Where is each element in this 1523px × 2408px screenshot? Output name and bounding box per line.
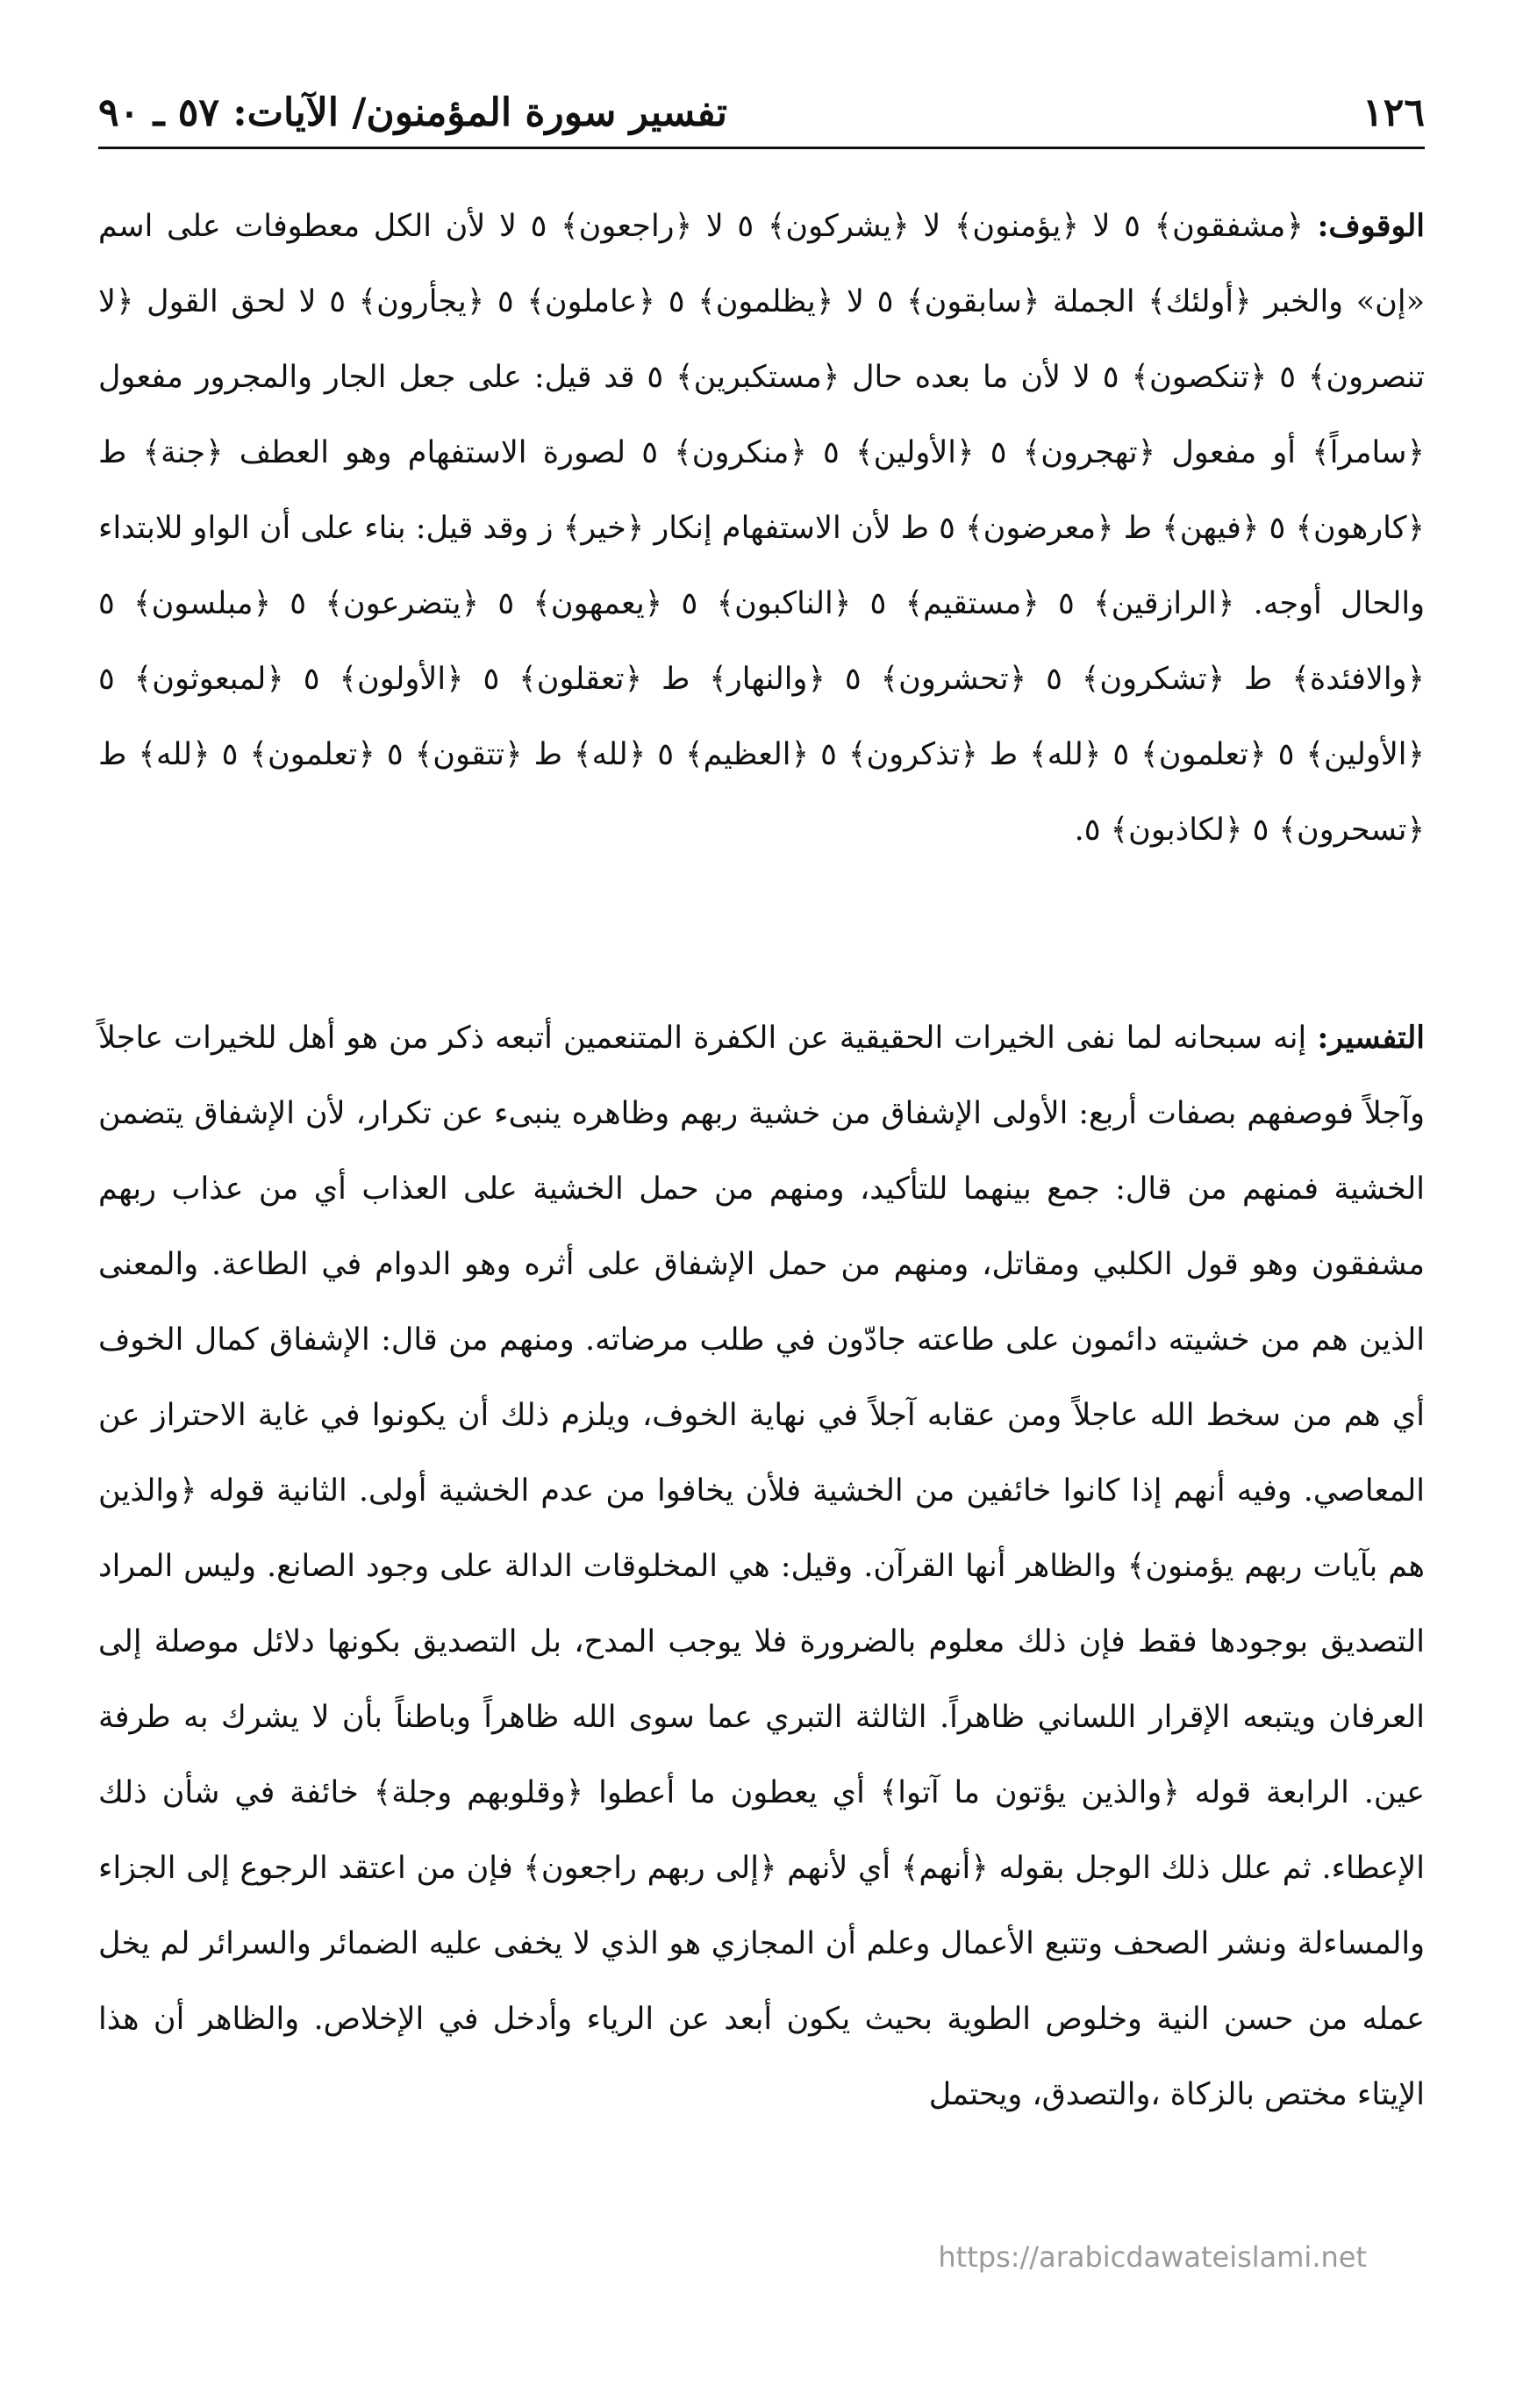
header-rule	[98, 147, 1425, 149]
waqf-section	[98, 189, 1425, 868]
page-header	[98, 83, 1425, 154]
watermark-url: https://arabicdawateislami.net	[938, 2240, 1367, 2274]
tafsir-label: التفسير:	[1317, 1020, 1425, 1056]
tafsir-text: إنه سبحانه لما نفى الخيرات الحقيقية عن الكفرة المتنعمين أتبعه ذكر من هو أهل للخيرات عاجلاً وآجلاً فوصفهم بصفات أربع: الأولى الإشفاق من خشية ربهم وظاهره ينبىء عن تكرار، لأن الإشفاق يتضمن الخشية فمنهم من قال: جمع بينهما للتأكيد، ومنهم من حمل الخشية على العذاب أي من عذاب ربهم مشفقون وهو قول الكلبي ومقاتل، ومنهم من حمل الإشفاق على أثره وهو الدوام في الطاعة. والمعنى الذين هم من خشيته دائمون على طاعته جادّون في طلب مرضاته. ومنهم من قال: الإشفاق كمال الخوف أي هم من سخط الله عاجلاً ومن عقابه آجلاً في نهاية الخوف، ويلزم ذلك أن يكونوا في غاية الاحتراز عن المعاصي. وفيه أنهم إذا كانوا خائفين من الخشية فلأن يخافوا من عدم الخشية أولى. الثانية قوله ﴿والذين هم بآيات ربهم يؤمنون﴾ والظاهر أنها القرآن. وقيل: هي المخلوقات الدالة على وجود الصانع. وليس المراد التصديق بوجودها فقط فإن ذلك معلوم بالضرورة فلا يوجب المدح، بل التصديق بكونها دلائل موصلة إلى العرفان ويتبعه الإقرار اللساني ظاهراً. الثالثة التبري عما سوى الله ظاهراً وباطناً بأن لا يشرك به طرفة عين. الرابعة قوله ﴿والذين يؤتون ما آتوا﴾ أي يعطون ما أعطوا ﴿وقلوبهم وجلة﴾ خائفة في شأن ذلك الإعطاء. ثم علل ذلك الوجل بقوله ﴿أنهم﴾ أي لأنهم ﴿إلى ربهم راجعون﴾ فإن من اعتقد الرجوع إلى الجزاء والمساءلة ونشر الصحف وتتبع الأعمال وعلم أن المجازي هو الذي لا يخفى عليه الضمائر والسرائر لم يخل عمله من حسن النية وخلوص الطوية بحيث يكون أبعد عن الرياء وأدخل في الإخلاص. والظاهر أن هذا الإيتاء مختص بالزكاة ،والتصدق، ويحتمل	[98, 1021, 1426, 2112]
tafsir-section	[98, 1000, 1425, 2132]
running-head: تفسير سورة المؤمنون/ الآيات: ٥٧ ـ ٩٠	[98, 90, 727, 135]
waqf-label: الوقوف:	[1317, 208, 1425, 244]
waqf-text: ﴿مشفقون﴾ ٥ لا ﴿يؤمنون﴾ لا ﴿يشركون﴾ ٥ لا ﴿راجعون﴾ ٥ لا لأن الكل معطوفات على اسم «إن» والخبر ﴿أولئك﴾ الجملة ﴿سابقون﴾ ٥ لا ﴿يظلمون﴾ ٥ ﴿عاملون﴾ ٥ ﴿يجأرون﴾ ٥ لا لحق القول ﴿لا تنصرون﴾ ٥ ﴿تنكصون﴾ ٥ لا لأن ما بعده حال ﴿مستكبرين﴾ ٥ قد قيل: على جعل الجار والمجرور مفعول ﴿سامراً﴾ أو مفعول ﴿تهجرون﴾ ٥ ﴿الأولين﴾ ٥ ﴿منكرون﴾ ٥ لصورة الاستفهام وهو العطف ﴿جنة﴾ ط ﴿كارهون﴾ ٥ ﴿فيهن﴾ ط ﴿معرضون﴾ ٥ ط لأن الاستفهام إنكار ﴿خير﴾ ز وقد قيل: بناء على أن الواو للابتداء والحال أوجه. ﴿الرازقين﴾ ٥ ﴿مستقيم﴾ ٥ ﴿الناكبون﴾ ٥ ﴿يعمهون﴾ ٥ ﴿يتضرعون﴾ ٥ ﴿مبلسون﴾ ٥ ﴿والافئدة﴾ ط ﴿تشكرون﴾ ٥ ﴿تحشرون﴾ ٥ ﴿والنهار﴾ ط ﴿تعقلون﴾ ٥ ﴿الأولون﴾ ٥ ﴿لمبعوثون﴾ ٥ ﴿الأولين﴾ ٥ ﴿تعلمون﴾ ٥ ﴿لله﴾ ط ﴿تذكرون﴾ ٥ ﴿العظيم﴾ ٥ ﴿لله﴾ ط ﴿تتقون﴾ ٥ ﴿تعلمون﴾ ٥ ﴿لله﴾ ط ﴿تسحرون﴾ ٥ ﴿لكاذبون﴾ ٥.	[98, 209, 1426, 848]
page-number: ١٢٦	[1362, 90, 1425, 135]
